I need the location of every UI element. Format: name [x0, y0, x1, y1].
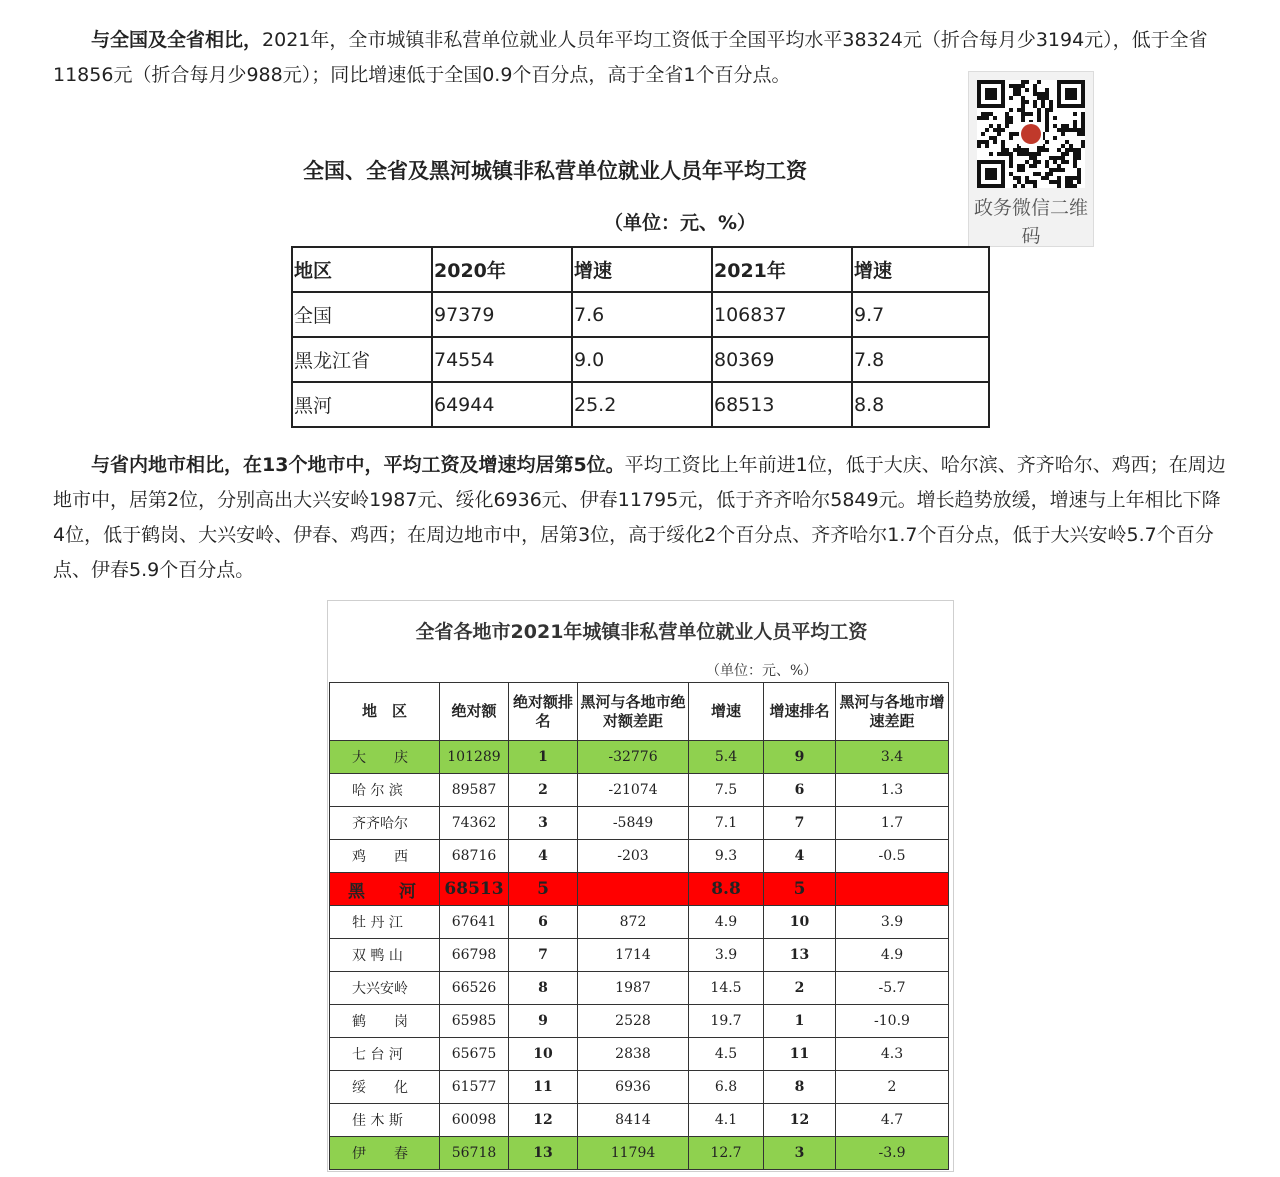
table-cell: 7: [764, 807, 836, 840]
table-cell: 14.5: [689, 972, 764, 1005]
table-cell: 7.6: [572, 292, 712, 337]
paragraph-province-comparison: [53, 448, 1228, 588]
city-name-cell: 佳 木 斯: [330, 1104, 440, 1137]
table-cell: 3.9: [689, 939, 764, 972]
city-name-cell: 大 庆: [330, 741, 440, 774]
table-row: [292, 292, 989, 337]
header-cell: 增速排名: [764, 683, 836, 741]
table-cell: 3: [764, 1137, 836, 1170]
city-name-cell: 黑 河: [330, 873, 440, 906]
table-cell: [836, 873, 949, 906]
table-cell: 11: [509, 1071, 578, 1104]
table-cell: 1987: [578, 972, 689, 1005]
table-row: [330, 1071, 949, 1104]
table-cell: 101289: [440, 741, 509, 774]
table-cell: 64944: [432, 382, 572, 427]
table-cell: 3.9: [836, 906, 949, 939]
table-cell: 1: [509, 741, 578, 774]
paragraph-lead: 与全国及全省相比，: [91, 29, 263, 51]
table-cell: 5: [509, 873, 578, 906]
city-name-cell: 七 台 河: [330, 1038, 440, 1071]
table-cell: 全国: [292, 292, 432, 337]
table-cell: 5: [764, 873, 836, 906]
city-name-cell: 齐齐哈尔: [330, 807, 440, 840]
table-cell: 65675: [440, 1038, 509, 1071]
table-cell: 60098: [440, 1104, 509, 1137]
table-cell: 9.3: [689, 840, 764, 873]
city-name-cell: 绥 化: [330, 1071, 440, 1104]
table-cell: 106837: [712, 292, 852, 337]
header-cell: 地区: [292, 247, 432, 292]
table-cell: 4.7: [836, 1104, 949, 1137]
city-name-cell: 伊 春: [330, 1137, 440, 1170]
table-row: [330, 741, 949, 774]
table-cell: 2: [764, 972, 836, 1005]
qr-caption: 政务微信二维码: [973, 197, 1088, 247]
table-cell: 12.7: [689, 1137, 764, 1170]
header-cell: 绝对额排名: [509, 683, 578, 741]
table-cell: 2: [836, 1071, 949, 1104]
table-cell: 3.4: [836, 741, 949, 774]
header-cell: 绝对额: [440, 683, 509, 741]
table-cell: 2838: [578, 1038, 689, 1071]
wage-comparison-table: [291, 246, 990, 428]
table-cell: 61577: [440, 1071, 509, 1104]
table-cell: 12: [764, 1104, 836, 1137]
qr-code-icon: [977, 80, 1085, 188]
table-row: [330, 774, 949, 807]
paragraph-text: 平均工资比上年前进1位，低于大庆、哈尔滨、齐齐哈尔、鸡西；在周边地市中，居第2位，分别高出大兴安岭1987元、绥化6936元、伊春11795元，低于齐齐哈尔5849元。增长趋势放缓，增速与上年相比下降4位，低于鹤岗、大兴安岭、伊春、鸡西；在周边地市中，居第3位，高于绥化2个百分点、齐齐哈尔1.7个百分点，低于大兴安岭5.7个百分点、伊春5.9个百分点。: [53, 454, 1226, 581]
table-row: [330, 840, 949, 873]
qr-widget[interactable]: [968, 71, 1094, 247]
table-cell: 4.3: [836, 1038, 949, 1071]
table2-title: 全省各地市2021年城镇非私营单位就业人员平均工资: [415, 621, 868, 643]
table-cell: 19.7: [689, 1005, 764, 1038]
table-row: [330, 807, 949, 840]
table-cell: 11: [764, 1038, 836, 1071]
table-cell: 7: [509, 939, 578, 972]
table-cell: 9: [764, 741, 836, 774]
table-cell: 8.8: [689, 873, 764, 906]
table-cell: 7.8: [852, 337, 989, 382]
table-cell: 68716: [440, 840, 509, 873]
table-cell: 872: [578, 906, 689, 939]
table-cell: 10: [764, 906, 836, 939]
city-name-cell: 鸡 西: [330, 840, 440, 873]
table-cell: 9.0: [572, 337, 712, 382]
header-cell: 增速: [572, 247, 712, 292]
table-cell: 7.5: [689, 774, 764, 807]
table-cell: 4: [509, 840, 578, 873]
table-cell: -0.5: [836, 840, 949, 873]
table-cell: 67641: [440, 906, 509, 939]
table-cell: 6: [764, 774, 836, 807]
city-name-cell: 大兴安岭: [330, 972, 440, 1005]
table-cell: -32776: [578, 741, 689, 774]
city-name-cell: 鹤 岗: [330, 1005, 440, 1038]
table-cell: 66526: [440, 972, 509, 1005]
table-cell: 8: [764, 1071, 836, 1104]
table-cell: 68513: [712, 382, 852, 427]
table-cell: 12: [509, 1104, 578, 1137]
table-cell: 80369: [712, 337, 852, 382]
table-cell: 25.2: [572, 382, 712, 427]
table-cell: 1.3: [836, 774, 949, 807]
table-cell: 3: [509, 807, 578, 840]
table-cell: 11794: [578, 1137, 689, 1170]
table-cell: 74362: [440, 807, 509, 840]
header-cell: 增速: [852, 247, 989, 292]
city-name-cell: 牡 丹 江: [330, 906, 440, 939]
paragraph-text: 2021年，全市城镇非私营单位就业人员年平均工资低于全国平均水平38324元（折合每月少3194元），低于全省11856元（折合每月少988元）；同比增速低于全国0.9个百分点，高于全省1个百分点。: [53, 29, 1208, 86]
table-cell: 13: [764, 939, 836, 972]
table-cell: 1714: [578, 939, 689, 972]
header-cell: 增速: [689, 683, 764, 741]
table-cell: 4.9: [836, 939, 949, 972]
table-cell: -21074: [578, 774, 689, 807]
table-cell: 1: [764, 1005, 836, 1038]
table-row: [330, 972, 949, 1005]
table-row: [330, 1137, 949, 1170]
table-cell: -10.9: [836, 1005, 949, 1038]
table-cell: 2: [509, 774, 578, 807]
table-cell: 6: [509, 906, 578, 939]
table-row: [330, 906, 949, 939]
table-cell: 7.1: [689, 807, 764, 840]
table-cell: 6.8: [689, 1071, 764, 1104]
table-row: [292, 337, 989, 382]
table-cell: 4: [764, 840, 836, 873]
table-cell: 黑河: [292, 382, 432, 427]
header-cell: 地 区: [330, 683, 440, 741]
table2-unit: （单位：元、%）: [706, 663, 818, 679]
table-cell: 8414: [578, 1104, 689, 1137]
table-cell: -5849: [578, 807, 689, 840]
table-cell: 66798: [440, 939, 509, 972]
table1-unit: （单位：元、%）: [603, 212, 757, 234]
header-cell: 黑河与各地市绝对额差距: [578, 683, 689, 741]
header-cell: 黑河与各地市增速差距: [836, 683, 949, 741]
table-cell: 56718: [440, 1137, 509, 1170]
table-cell: 9.7: [852, 292, 989, 337]
header-cell: 2020年: [432, 247, 572, 292]
city-wage-table: [329, 682, 949, 1170]
table1-title: 全国、全省及黑河城镇非私营单位就业人员年平均工资: [303, 159, 807, 183]
table-row: [330, 873, 949, 906]
table-cell: 74554: [432, 337, 572, 382]
table-row: [292, 382, 989, 427]
table-cell: 89587: [440, 774, 509, 807]
header-cell: 2021年: [712, 247, 852, 292]
table-cell: 2528: [578, 1005, 689, 1038]
table-cell: 10: [509, 1038, 578, 1071]
paragraph-lead: 与省内地市相比，在13个地市中，平均工资及增速均居第5位。: [91, 454, 625, 476]
table-cell: -5.7: [836, 972, 949, 1005]
table-cell: 4.9: [689, 906, 764, 939]
table-row: [330, 939, 949, 972]
table-cell: [578, 873, 689, 906]
table-cell: 9: [509, 1005, 578, 1038]
table-header-row: [330, 683, 949, 741]
table-cell: 黑龙江省: [292, 337, 432, 382]
table-cell: 97379: [432, 292, 572, 337]
table-cell: 65985: [440, 1005, 509, 1038]
table-cell: 4.5: [689, 1038, 764, 1071]
table-cell: 8.8: [852, 382, 989, 427]
table-cell: 1.7: [836, 807, 949, 840]
table-cell: 4.1: [689, 1104, 764, 1137]
table-cell: 13: [509, 1137, 578, 1170]
table-row: [330, 1038, 949, 1071]
table-cell: 5.4: [689, 741, 764, 774]
table-cell: -203: [578, 840, 689, 873]
table-row: [330, 1104, 949, 1137]
city-name-cell: 哈 尔 滨: [330, 774, 440, 807]
table-cell: 6936: [578, 1071, 689, 1104]
table-row: [330, 1005, 949, 1038]
table-cell: 8: [509, 972, 578, 1005]
table-cell: -3.9: [836, 1137, 949, 1170]
table-cell: 68513: [440, 873, 509, 906]
city-name-cell: 双 鸭 山: [330, 939, 440, 972]
table-header-row: [292, 247, 989, 292]
